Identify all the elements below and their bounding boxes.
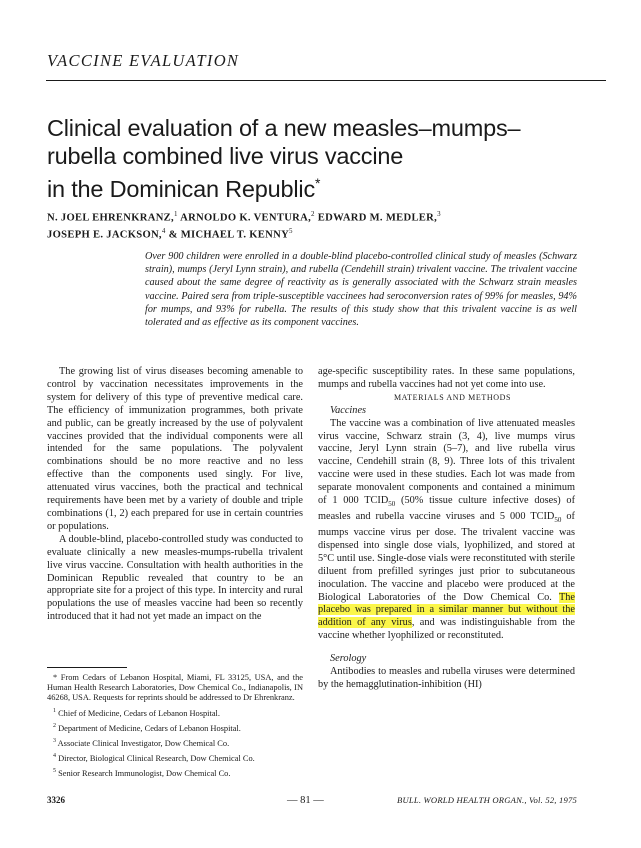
page-number: — 81 —	[287, 795, 324, 806]
body-column-left	[47, 366, 303, 624]
body-paragraph	[318, 418, 575, 644]
body-paragraph: Antibodies to measles and rubella viruses were determined by the hemagglutination-inhibition (HI)	[318, 666, 575, 690]
section-heading-methods: MATERIALS AND METHODS	[393, 392, 512, 402]
text-run: The vaccine was a combination of live attenuated measles virus vaccine, Schwarz strain (3, 4), live mumps virus vaccine, Jeryl Lynn strain (5–7), and live rubella virus vaccine, Cendehill strain (8, 9). Three lots of this trivalent vaccine were used in these studies. Each lot was made from separate monovalent components and contained a minimum of 1 000 TCID	[318, 417, 575, 507]
author-name: JOSEPH E. JACKSON,	[47, 229, 162, 241]
author-list	[47, 208, 607, 242]
page-footer	[47, 795, 577, 809]
author-mark: 1	[173, 210, 178, 218]
footnote-text: Department of Medicine, Cedars of Lebanon Hospital.	[56, 723, 241, 733]
author-mark: 3	[437, 210, 441, 218]
footnote-mark: 3	[53, 737, 56, 744]
subheading-serology: Serology	[330, 653, 367, 665]
footnote-mark: 1	[53, 707, 56, 714]
body-paragraph: A double-blind, placebo-controlled study was conducted to evaluate clinically a new measles-mumps-rubella trivalent live virus vaccine. Consultation with health authorities in the Dominican Republic revealed that country to be an appropriate site for a project of this type. In intercity and rural populations the use of measles vaccine had been so recently introduced that it had not yet made an impact on the	[47, 533, 303, 623]
footnotes	[47, 673, 303, 781]
footnote	[47, 766, 303, 779]
footnote-mark: 5	[53, 767, 56, 774]
body-paragraph: age-specific susceptibility rates. In these same populations, mumps and rubella vaccines had not yet come into use.	[318, 366, 575, 390]
title-asterisk: *	[315, 175, 321, 191]
title-line-1: Clinical evaluation of a new measles–mumps–	[47, 115, 521, 141]
subscript: 50	[388, 500, 396, 509]
highlighted-text: The placebo was prepared in a similar manner but without the addition of any virus	[318, 591, 575, 629]
text-run: of mumps vaccine virus per dose. The trivalent vaccine was dispensed into single dose vials, lyophilized, and stored at 5°C until use. Single-dose vials were reconstituted with sterile diluent from prefilled syringes just prior to subcutaneous inoculation. The vaccine and placebo were produced at the Biological Laboratories of the Dow Chemical Co.	[318, 511, 575, 603]
footnote: * From Cedars of Lebanon Hospital, Miami, FL 33125, USA, and the Human Health Research Laboratories, Dow Chemical Co., Indianapolis, IN 46268, USA. Requests for reprints should be addressed to Dr Ehrenkranz.	[47, 673, 303, 703]
abstract: Over 900 children were enrolled in a double-blind placebo-controlled clinical study of measles (Schwarz strain), mumps (Jeryl Lynn strain), and rubella (Cendehill strain) trivalent vaccine. The trivalent vaccine caused about the same degree of reactivity as is generally associated with the Schwarz strain measles vaccine. Paired sera from triple-susceptible vaccinees had seroconversion rates of 99% for measles, 94% for mumps, and 93% for rubella. The results of this study show that this trivalent vaccine is as well tolerated and as effective as its component vaccines.	[145, 251, 577, 329]
header-rule	[46, 80, 606, 81]
footnote	[47, 721, 303, 734]
author-mark: 5	[289, 227, 293, 236]
body-column-right	[318, 366, 575, 692]
author-name: ARNOLDO K. VENTURA,	[177, 212, 312, 224]
footnote-text: Chief of Medicine, Cedars of Lebanon Hospital.	[56, 708, 220, 718]
body-paragraph: The growing list of virus diseases becoming amenable to control by vaccination necessitates improvements in the system for delivery of this type of preventive medical care. The efficiency of immunization programmes, both private and public, can be greatly increased by the use of polyvalent vaccines provided that the individual components were all intended for the same populations. The polyvalent combinations should be no more reactive and no less effective than the components used singly. For live, attenuated virus vaccines, both the practical and technical requirements have been met by a variety of double and triple combinations (1, 2) each prepared for use in certain countries or populations.	[47, 366, 303, 532]
footnote-mark: 4	[53, 752, 56, 759]
journal-citation: BULL. WORLD HEALTH ORGAN., Vol. 52, 1975	[397, 795, 577, 805]
section-header: VACCINE EVALUATION	[47, 51, 240, 70]
article-title	[47, 115, 567, 203]
text-run: , and was indistinguishable from the vaccine whether lyophilized or reconstituted.	[318, 617, 576, 642]
footnote-text: Associate Clinical Investigator, Dow Chemical Co.	[56, 738, 230, 748]
author-name: N. JOEL EHRENKRANZ,	[47, 212, 174, 224]
footnote-text: Director, Biological Clinical Research, Dow Chemical Co.	[56, 753, 255, 763]
text-run: (50% tissue culture infective doses) of measles and rubella vaccine viruses and 5 000 TCID	[318, 495, 576, 523]
footnote-rule	[47, 667, 127, 668]
footnote	[47, 736, 303, 749]
title-line-3: in the Dominican Republic	[47, 175, 316, 202]
title-line-2: rubella combined live virus vaccine	[47, 142, 404, 169]
subscript: 50	[554, 516, 562, 525]
author-name: EDWARD M. MEDLER,	[314, 212, 438, 224]
author-mark: 4	[161, 227, 166, 236]
footnote-mark: 2	[53, 722, 56, 729]
footnote	[47, 706, 303, 719]
subheading-vaccines: Vaccines	[330, 404, 367, 416]
document-number: 3326	[47, 795, 65, 805]
footnote	[47, 751, 303, 764]
footnote-text: Senior Research Immunologist, Dow Chemical Co.	[56, 768, 231, 778]
author-name: & MICHAEL T. KENNY	[165, 229, 290, 241]
author-mark: 2	[311, 210, 315, 218]
